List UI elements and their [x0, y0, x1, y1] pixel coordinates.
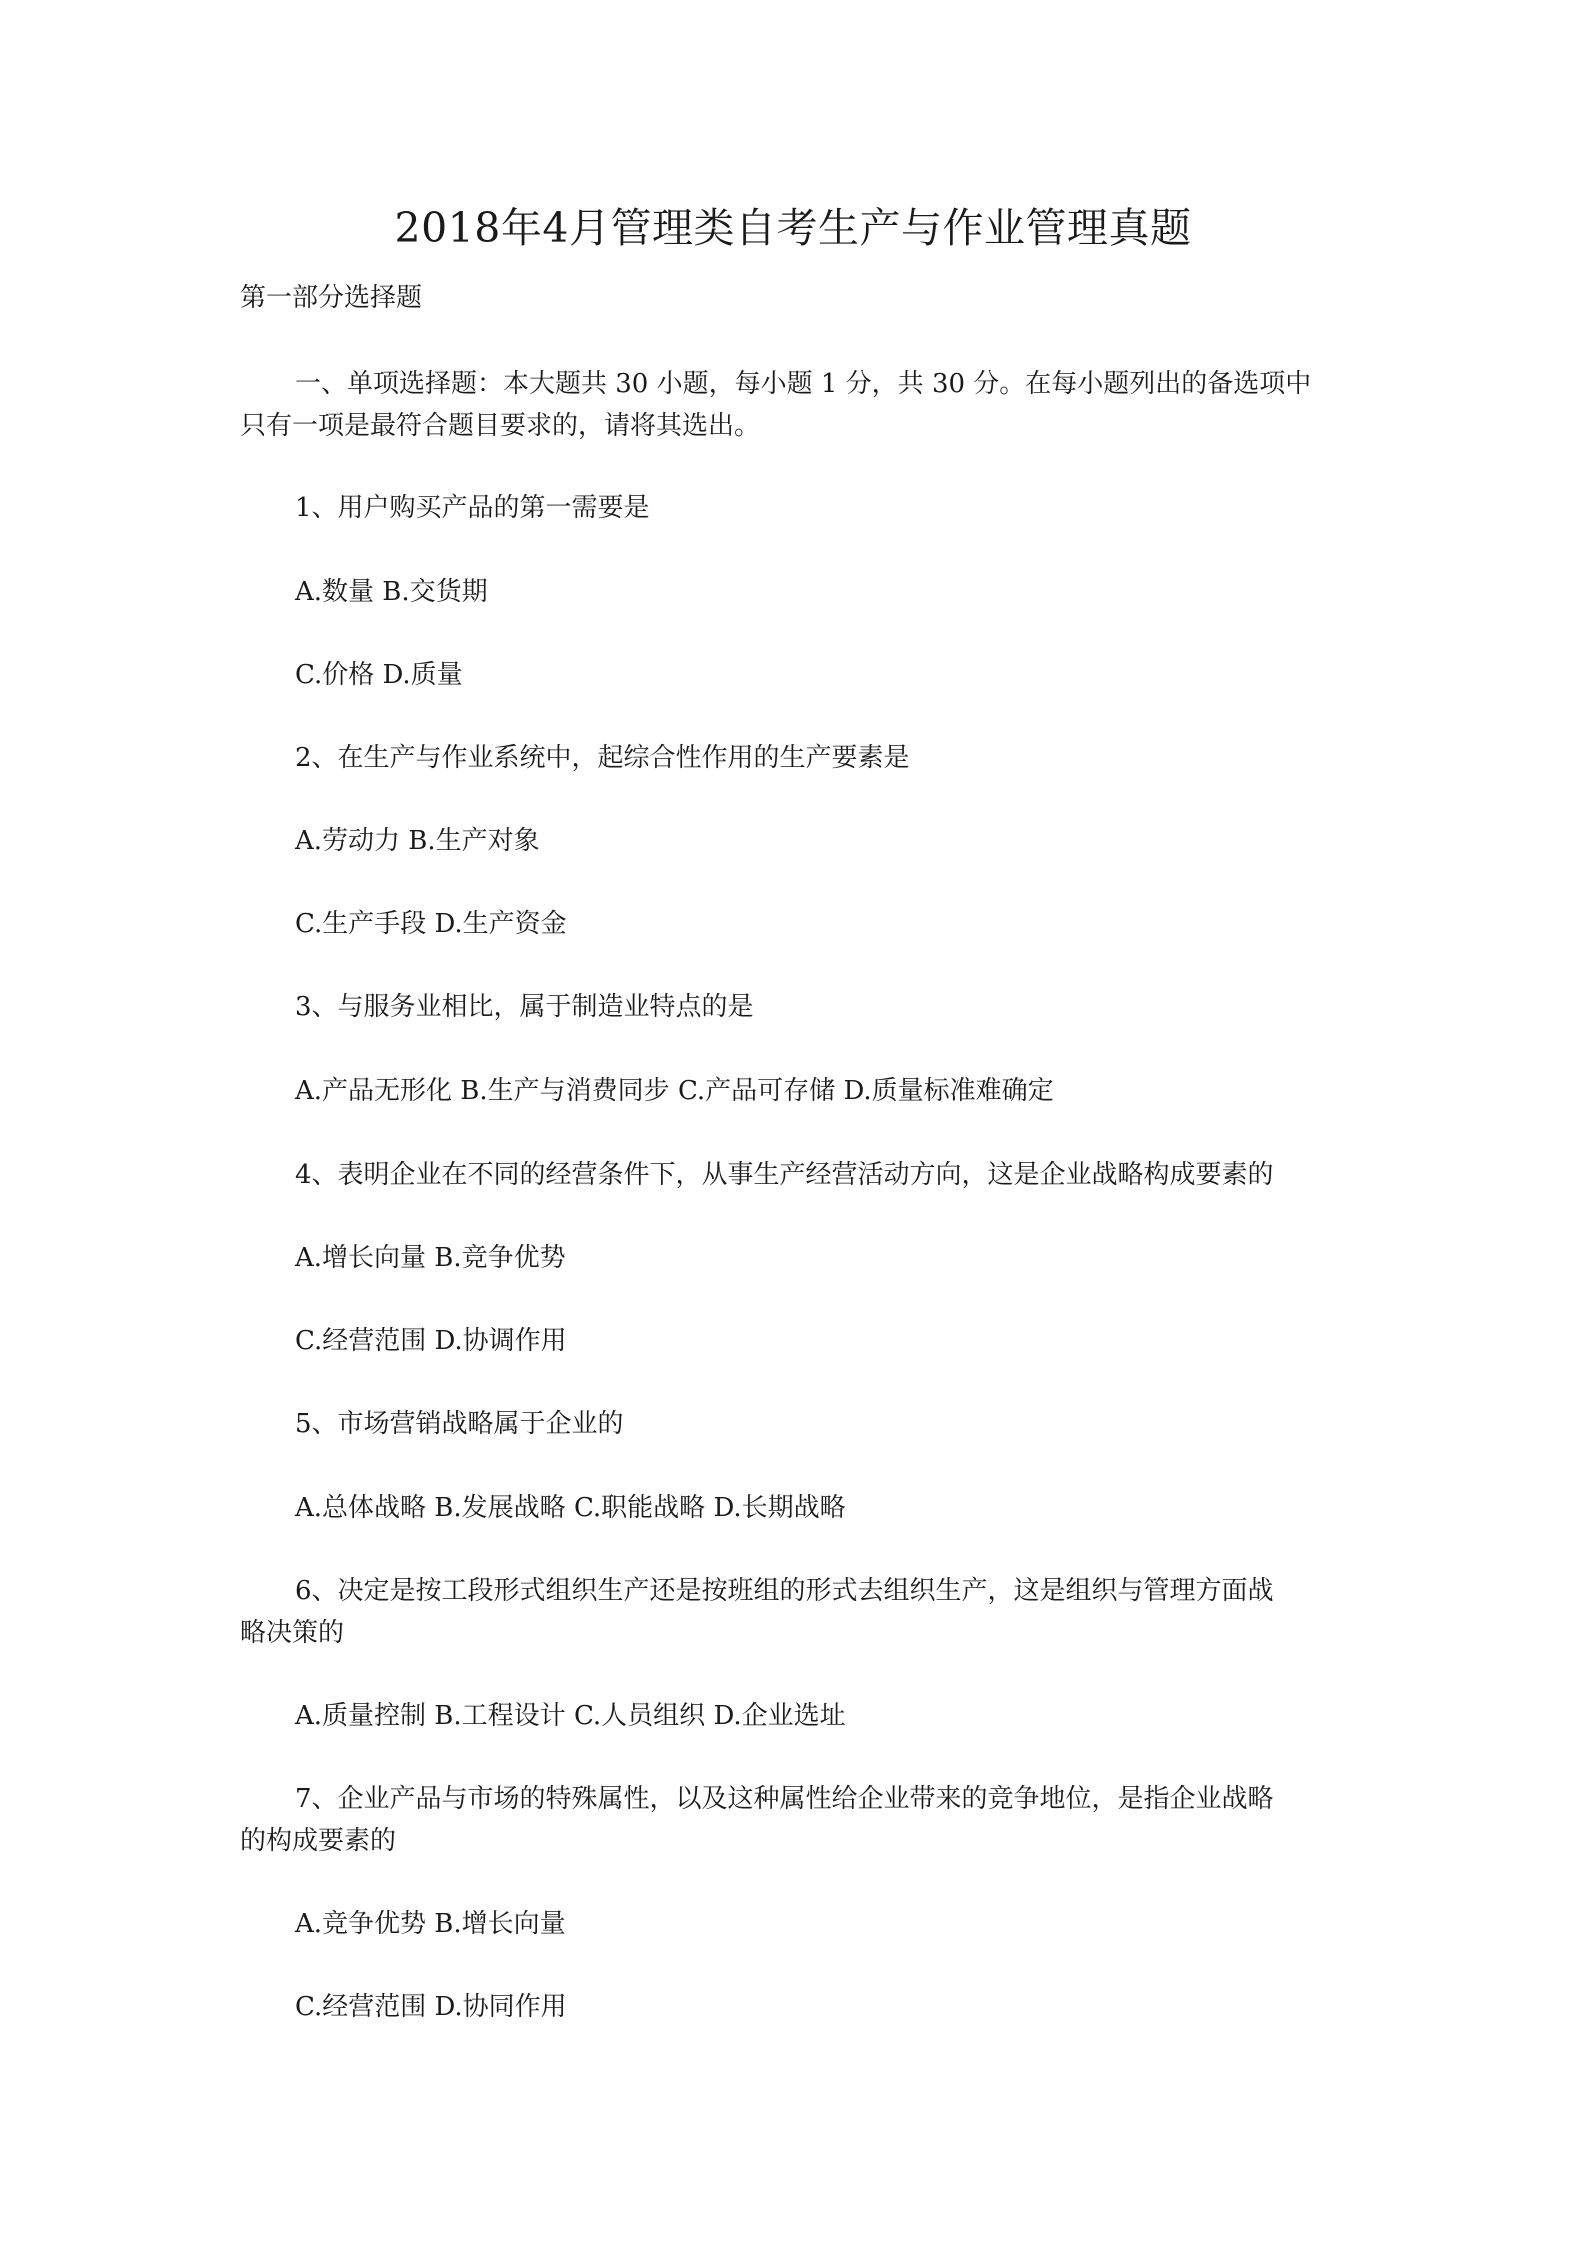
question-1-option-line-2: C.价格 D.质量 — [295, 660, 463, 690]
question-7-stem: 7、企业产品与市场的特殊属性，以及这种属性给企业带来的竞争地位，是指企业战略 — [295, 1784, 1274, 1814]
question-1-stem: 1、用户购买产品的第一需要是 — [295, 493, 650, 523]
question-1-option-line-1: A.数量 B.交货期 — [295, 577, 488, 607]
section-heading: 第一部分选择题 — [240, 283, 423, 313]
question-6-stem: 6、决定是按工段形式组织生产还是按班组的形式去组织生产，这是组织与管理方面战 — [295, 1576, 1274, 1606]
instructions-line-1: 一、单项选择题：本大题共 30 小题，每小题 1 分，共 30 分。在每小题列出的备选项中 — [295, 369, 1312, 399]
question-3-option-line-1: A.产品无形化 B.生产与消费同步 C.产品可存储 D.质量标准难确定 — [295, 1076, 1054, 1106]
question-2-option-line-1: A.劳动力 B.生产对象 — [295, 826, 540, 856]
question-5-option-line-1: A.总体战略 B.发展战略 C.职能战略 D.长期战略 — [295, 1493, 846, 1523]
question-4-stem: 4、表明企业在不同的经营条件下，从事生产经营活动方向，这是企业战略构成要素的 — [295, 1160, 1274, 1190]
question-7-option-line-1: A.竞争优势 B.增长向量 — [295, 1909, 566, 1939]
question-7-stem-continued: 的构成要素的 — [240, 1826, 397, 1856]
question-4-option-line-1: A.增长向量 B.竞争优势 — [295, 1243, 566, 1273]
question-7-option-line-2: C.经营范围 D.协同作用 — [295, 1992, 567, 2022]
page-title: 2018年4月管理类自考生产与作业管理真题 — [394, 204, 1192, 252]
question-6-stem-continued: 略决策的 — [240, 1618, 345, 1648]
instructions-line-2: 只有一项是最符合题目要求的，请将其选出。 — [240, 411, 761, 441]
question-4-option-line-2: C.经营范围 D.协调作用 — [295, 1326, 567, 1356]
question-2-option-line-2: C.生产手段 D.生产资金 — [295, 909, 567, 939]
question-3-stem: 3、与服务业相比，属于制造业特点的是 — [295, 992, 754, 1022]
question-5-stem: 5、市场营销战略属于企业的 — [295, 1409, 624, 1439]
question-2-stem: 2、在生产与作业系统中，起综合性作用的生产要素是 — [295, 743, 910, 773]
question-6-option-line-1: A.质量控制 B.工程设计 C.人员组织 D.企业选址 — [295, 1701, 846, 1731]
